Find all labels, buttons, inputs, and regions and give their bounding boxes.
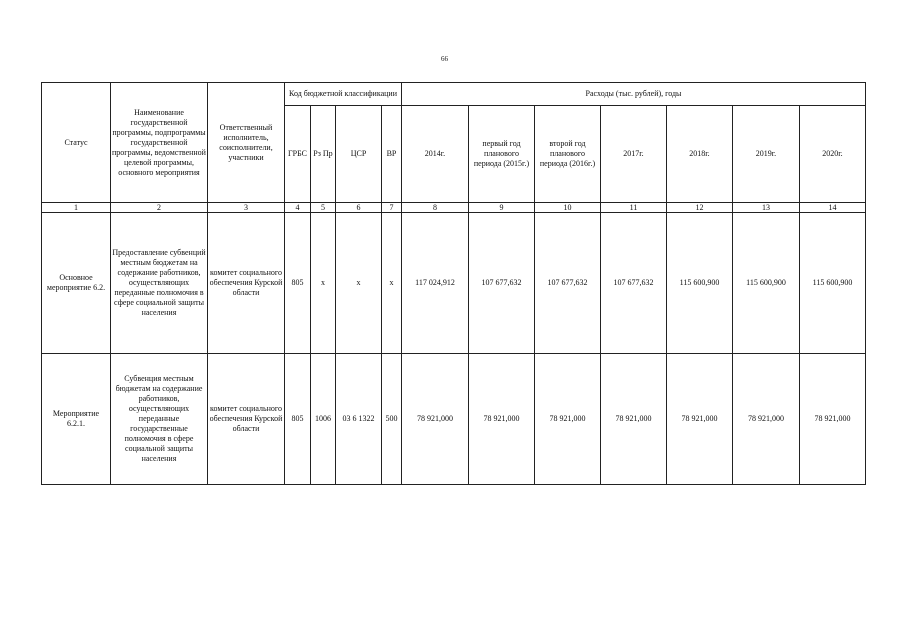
- header-expenses: Расходы (тыс. рублей), годы: [402, 83, 866, 106]
- row-value-2015: 107 677,632: [469, 213, 535, 354]
- table-row: [42, 213, 866, 354]
- column-number: 6: [336, 203, 382, 213]
- row-vr: 500: [382, 354, 402, 485]
- row-value-2014: 117 024,912: [402, 213, 469, 354]
- column-number: 10: [535, 203, 601, 213]
- column-number: 8: [402, 203, 469, 213]
- row-name: Предоставление субвенций местным бюджетам на содержание работников, осуществляющих переданные полномочия в сфере социальной защиты населения: [111, 213, 208, 354]
- row-value-2016: 78 921,000: [535, 354, 601, 485]
- header-vr: ВР: [382, 106, 402, 203]
- row-value-2016: 107 677,632: [535, 213, 601, 354]
- header-2018: 2018г.: [667, 106, 733, 203]
- header-budget-code: Код бюджетной классификации: [285, 83, 402, 106]
- row-rzpr: 1006: [311, 354, 336, 485]
- row-value-2015: 78 921,000: [469, 354, 535, 485]
- row-value-2017: 107 677,632: [601, 213, 667, 354]
- column-number: 12: [667, 203, 733, 213]
- row-value-2019: 115 600,900: [733, 213, 800, 354]
- row-csr: 03 6 1322: [336, 354, 382, 485]
- header-row-1: [42, 83, 866, 106]
- column-number-row: [42, 203, 866, 213]
- header-2020: 2020г.: [800, 106, 866, 203]
- header-name: Наименование государственной программы, подпрограммы государственной программы, ведомственной целевой программы, основного мероприятия: [111, 83, 208, 203]
- column-number: 4: [285, 203, 311, 213]
- row-value-2017: 78 921,000: [601, 354, 667, 485]
- header-responsible: Ответственный исполнитель, соисполнители, участники: [208, 83, 285, 203]
- column-number: 14: [800, 203, 866, 213]
- row-value-2020: 115 600,900: [800, 213, 866, 354]
- header-csr: ЦСР: [336, 106, 382, 203]
- header-2015: первый год планового периода (2015г.): [469, 106, 535, 203]
- row-grbs: 805: [285, 213, 311, 354]
- column-number: 9: [469, 203, 535, 213]
- table-row: [42, 354, 866, 485]
- column-number: 13: [733, 203, 800, 213]
- column-number: 2: [111, 203, 208, 213]
- row-name: Субвенция местным бюджетам на содержание работников, осуществляющих переданные государственные полномочия в сфере социальной защиты населения: [111, 354, 208, 485]
- column-number: 1: [42, 203, 111, 213]
- row-value-2019: 78 921,000: [733, 354, 800, 485]
- row-value-2018: 78 921,000: [667, 354, 733, 485]
- row-rzpr: х: [311, 213, 336, 354]
- header-2016: второй год планового периода (2016г.): [535, 106, 601, 203]
- header-2017: 2017г.: [601, 106, 667, 203]
- column-number: 5: [311, 203, 336, 213]
- header-2014: 2014г.: [402, 106, 469, 203]
- column-number: 7: [382, 203, 402, 213]
- row-status: Мероприятие 6.2.1.: [42, 354, 111, 485]
- row-vr: х: [382, 213, 402, 354]
- row-value-2020: 78 921,000: [800, 354, 866, 485]
- row-value-2014: 78 921,000: [402, 354, 469, 485]
- budget-table: [41, 82, 866, 485]
- column-number: 11: [601, 203, 667, 213]
- header-grbs: ГРБС: [285, 106, 311, 203]
- row-value-2018: 115 600,900: [667, 213, 733, 354]
- row-status: Основное мероприятие 6.2.: [42, 213, 111, 354]
- row-csr: х: [336, 213, 382, 354]
- page-number: 66: [441, 55, 448, 63]
- column-number: 3: [208, 203, 285, 213]
- header-rzpr: Рз Пр: [311, 106, 336, 203]
- row-grbs: 805: [285, 354, 311, 485]
- header-2019: 2019г.: [733, 106, 800, 203]
- header-status: Статус: [42, 83, 111, 203]
- row-responsible: комитет социального обеспечения Курской области: [208, 213, 285, 354]
- row-responsible: комитет социального обеспечения Курской области: [208, 354, 285, 485]
